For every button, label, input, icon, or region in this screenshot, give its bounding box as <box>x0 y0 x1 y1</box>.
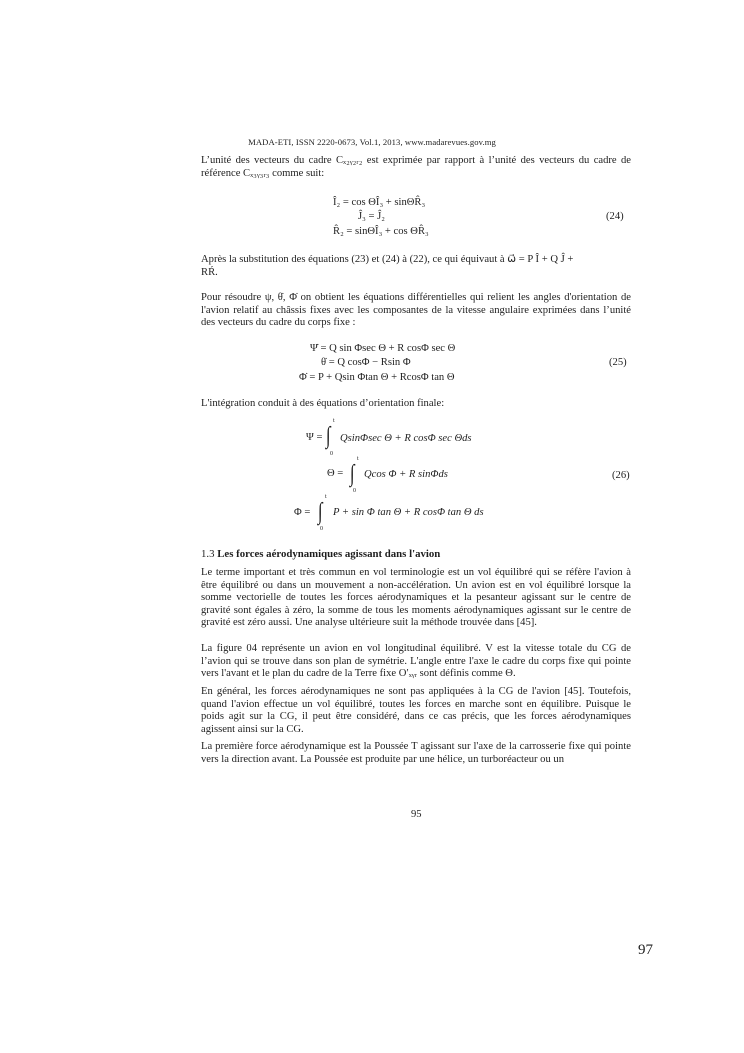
eq26-psi-rhs: QsinΦsec Θ + R cosΦ sec Θds <box>340 433 472 444</box>
eq26-theta-lower: 0 <box>353 488 356 494</box>
paragraph-substitution-line2: RŔ. <box>201 267 218 278</box>
eq26-psi-lower: 0 <box>330 451 333 457</box>
paragraph-thrust: La première force aérodynamique est la Poussée T agissant sur l'axe de la carrosserie fixe qui pointe vers la direction avant. La Poussée est produite par une hélice, un turboréacteur ou un <box>201 741 631 765</box>
eq26-phi-rhs: P + sin Φ tan Θ + R cosΦ tan Θ ds <box>333 507 484 518</box>
eq25-number: (25) <box>609 357 627 368</box>
eq25-line2: θ̇ = Q cosΦ − Rsin Φ <box>321 357 411 368</box>
section-number: 1.3 <box>201 548 215 560</box>
eq26-theta-rhs: Qcos Φ + R sinΦds <box>364 469 448 480</box>
paragraph-substitution-line1: Après la substitution des équations (23) et (24) à (22), ce qui équivaut à ω⃗ = P Î + Q Ĵ + <box>201 254 574 265</box>
eq26-phi-lower: 0 <box>320 526 323 532</box>
integral-sign-icon: ∫ <box>317 499 323 525</box>
section-title: Les forces aérodynamiques agissant dans l'avion <box>217 548 441 560</box>
eq24-line2: Ĵ₃ = Ĵ₂ <box>358 211 385 222</box>
eq24-number: (24) <box>606 211 624 222</box>
eq24-line3: R̂₂ = sinΘÎ₃ + cos ΘR̂₃ <box>333 226 429 237</box>
journal-header: MADA-ETI, ISSN 2220-0673, Vol.1, 2013, www.madarevues.gov.mg <box>248 137 496 147</box>
section-heading <box>201 548 440 560</box>
paragraph-integration: L'intégration conduit à des équations d’orientation finale: <box>201 398 445 409</box>
eq26-phi-upper: t <box>325 494 327 500</box>
paragraph-figure-04: La figure 04 représente un avion en vol longitudinal équilibré. V est la vitesse totale du CG de l’avion qui se trouve dans son plan de symétrie. L'angle entre l'axe le cadre du corps fixe qui pointe vers l'avant et le plan du cadre de la Terre fixe O′ₓᵧᵣ sont définis comme Θ. <box>201 643 631 680</box>
eq26-theta-upper: t <box>357 456 359 462</box>
eq25-line3: Φ̇ = P + Qsin Φtan Θ + RcosΦ tan Θ <box>299 372 455 383</box>
integral-sign-icon: ∫ <box>349 461 355 487</box>
eq26-theta-lhs: Θ = <box>327 468 344 479</box>
inner-page-number: 95 <box>411 809 422 820</box>
paragraph-general: En général, les forces aérodynamiques ne sont pas appliquées à la CG de l'avion [45]. Toutefois, quand l'avion effectue un vol équilibré, toutes les forces en marche sont en équilibre. Puisque le poids agit sur la CG, il peut être considéré, dans ce cas précis, que les forces aérodynamiques agissent ainsi sur la CG. <box>201 686 631 735</box>
paragraph-balanced-flight: Le terme important et très commun en vol terminologie est un vol équilibré qui se réfère l'avion à être équilibré ou dans un mouvement a non-accélération. Un avion est en vol équilibré lorsque la somme vectorielle de toutes les forces aérodynamiques et la pesanteur agissant sur le centre de gravité sont égales à zéro, la somme de tous les moments aérodynamiques agissant sur le centre de gravité est zéro aussi. Une analyse ultérieure suit la méthode trouvée dans [45]. <box>201 567 631 629</box>
eq26-psi-upper: t <box>333 418 335 424</box>
eq26-number: (26) <box>612 470 630 481</box>
integral-sign-icon: ∫ <box>325 423 331 449</box>
eq25-line1: Ψ̇ = Q sin Φsec Θ + R cosΦ sec Θ <box>310 343 456 354</box>
paragraph-unit-vectors: L’unité des vecteurs du cadre Cₓ₂ᵧ₂ᵣ₂ est exprimée par rapport à l’unité des vecteurs du cadre de référence Cₓ₃ᵧ₃ᵣ₃ comme suit: <box>201 155 631 179</box>
outer-page-number: 97 <box>638 942 653 958</box>
eq24-line1: Î₂ = cos ΘÎ₃ + sinΘR̂₃ <box>333 197 426 208</box>
paragraph-solve: Pour résoudre ψ, θ̇, Φ̇ on obtient les équations différentielles qui relient les angles d'orientation de l'avion relatif au châssis fixes avec les composantes de la vitesse angulaire exprimées dans l’unité des vecteurs du cadre du corps fixe : <box>201 292 631 329</box>
eq26-phi-lhs: Φ = <box>294 507 311 518</box>
eq26-psi-lhs: Ψ = <box>306 432 323 443</box>
